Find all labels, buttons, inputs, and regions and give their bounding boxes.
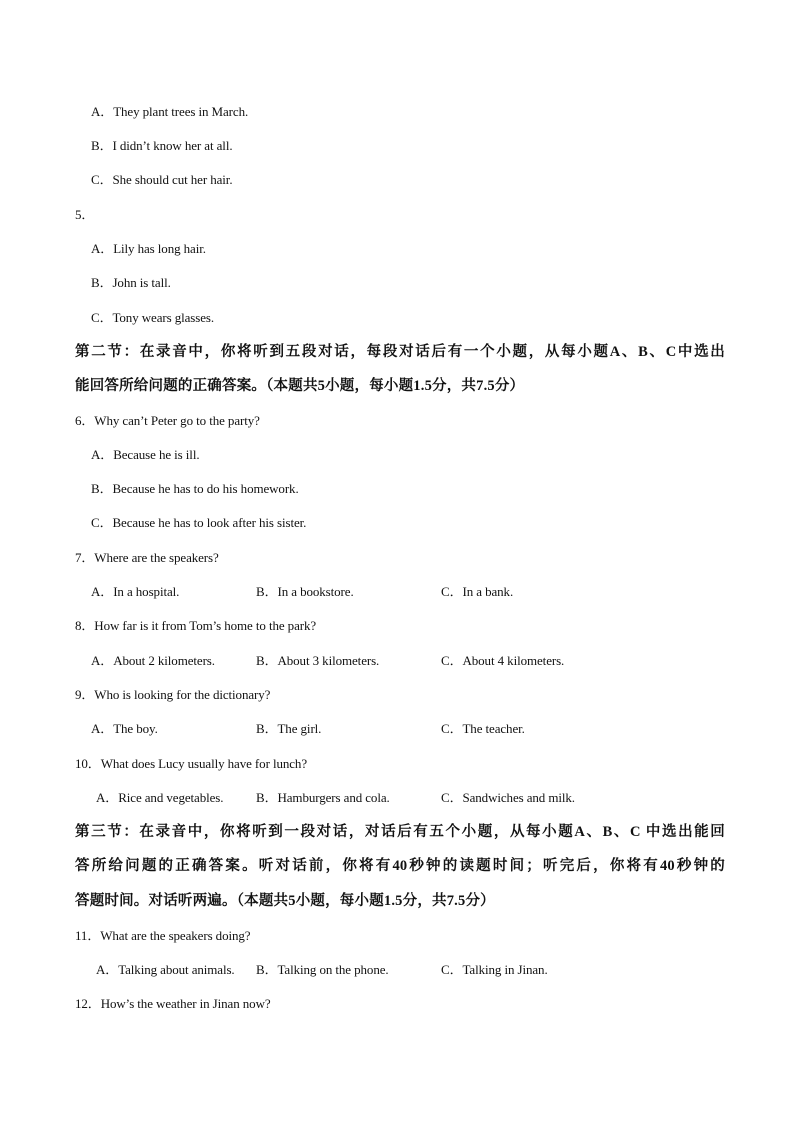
q10-question: 10．What does Lucy usually have for lunch? (75, 756, 307, 771)
q9-option-a: A．The boy. (91, 721, 158, 736)
q6-question: 6．Why can’t Peter go to the party? (75, 413, 260, 428)
q7-option-b: B．In a bookstore. (256, 584, 354, 599)
section2-instruction-line2: 能回答所给问题的正确答案。（本题共5小题，每小题1.5分，共7.5分） (75, 378, 525, 394)
section3-instruction-line1: 第三节：在录音中，你将听到一段对话，对话后有五个小题，从每小题A、B、C 中选出能回 (75, 824, 725, 840)
q5-number: 5． (75, 207, 95, 222)
q5-option-c: C．Tony wears glasses. (91, 310, 214, 325)
q11-question: 11．What are the speakers doing? (75, 928, 251, 943)
q5-option-b: B．John is tall. (91, 275, 171, 290)
q8-option-a: A．About 2 kilometers. (91, 653, 215, 668)
q10-option-b: B．Hamburgers and cola. (256, 790, 390, 805)
q8-option-c: C．About 4 kilometers. (441, 653, 565, 668)
q8-question: 8．How far is it from Tom’s home to the park? (75, 618, 317, 633)
q9-option-b: B．The girl. (256, 721, 322, 736)
q5-option-a: A．Lily has long hair. (91, 241, 206, 256)
q12-question: 12．How’s the weather in Jinan now? (75, 996, 271, 1011)
section2-instruction-line1: 第二节：在录音中，你将听到五段对话，每段对话后有一个小题，从每小题A、B、C中选出 (75, 344, 725, 360)
q7-question: 7．Where are the speakers? (75, 550, 219, 565)
q11-option-a: A．Talking about animals. (96, 962, 235, 977)
q11-option-b: B．Talking on the phone. (256, 962, 389, 977)
section3-instruction-line2: 答所给问题的正确答案。听对话前，你将有40秒钟的读题时间；听完后，你将有40秒钟的 (75, 858, 725, 874)
q9-question: 9．Who is looking for the dictionary? (75, 687, 271, 702)
q9-option-c: C．The teacher. (441, 721, 525, 736)
q6-option-b: B．Because he has to do his homework. (91, 481, 299, 496)
q4-option-a: A．They plant trees in March. (91, 104, 249, 119)
q6-option-c: C．Because he has to look after his sister. (91, 515, 307, 530)
q10-option-c: C．Sandwiches and milk. (441, 790, 575, 805)
q10-option-a: A．Rice and vegetables. (96, 790, 224, 805)
q4-option-b: B．I didn’t know her at all. (91, 138, 233, 153)
q8-option-b: B．About 3 kilometers. (256, 653, 380, 668)
q4-option-c: C．She should cut her hair. (91, 172, 233, 187)
q11-option-c: C．Talking in Jinan. (441, 962, 548, 977)
q7-option-a: A．In a hospital. (91, 584, 180, 599)
q6-option-a: A．Because he is ill. (91, 447, 200, 462)
q7-option-c: C．In a bank. (441, 584, 514, 599)
section3-instruction-line3: 答题时间。对话听两遍。（本题共5小题，每小题1.5分，共7.5分） (75, 893, 495, 909)
